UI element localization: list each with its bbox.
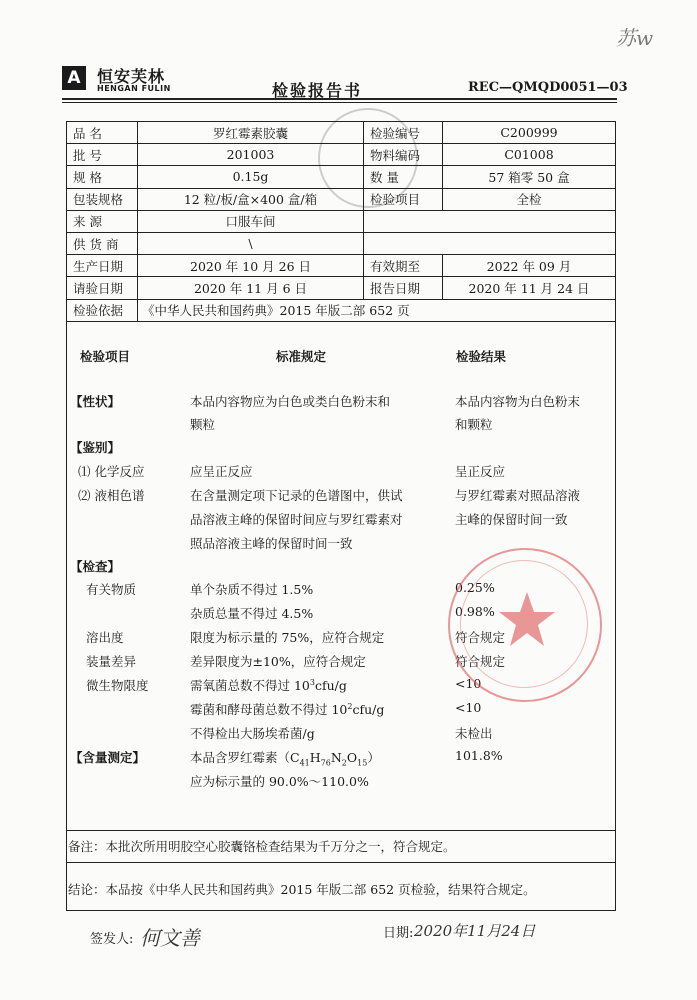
table-row — [67, 122, 616, 144]
chem-reaction-item: ⑴ 化学反应 — [78, 464, 145, 479]
related-substances-result: 0.98% — [455, 604, 495, 619]
table-row — [67, 144, 616, 166]
column-header-item: 检验项目 — [80, 349, 131, 364]
appearance-standard: 本品内容物应为白色或类白色粉末和 — [190, 394, 391, 409]
header-rule-thin — [62, 102, 617, 103]
microbial-standard-text: 霉菌和酵母菌总数不得过 10 — [190, 702, 348, 717]
request-date-value: 2020 年 11 月 6 日 — [138, 277, 364, 299]
corner-handwritten-note: 苏w — [616, 26, 654, 50]
empty-cell — [364, 210, 443, 232]
hplc-result: 主峰的保留时间一致 — [455, 512, 568, 527]
empty-cell — [443, 232, 616, 254]
info-table — [66, 121, 616, 322]
exponent: 3 — [309, 677, 315, 687]
seal-star-icon — [497, 590, 557, 650]
hplc-item: ⑵ 液相色谱 — [78, 488, 145, 503]
material-code-label: 物料编码 — [364, 144, 443, 166]
microbial-result: <10 — [455, 676, 482, 691]
assay-result: 101.8% — [455, 748, 503, 763]
assay-standard — [190, 748, 380, 768]
hplc-standard: 品溶液主峰的保留时间应与罗红霉素对 — [190, 512, 403, 527]
inspection-item-label: 检验项目 — [364, 188, 443, 210]
divider — [66, 830, 615, 831]
weight-variation-item: 装量差异 — [86, 654, 137, 669]
source-value: 口服车间 — [138, 210, 364, 232]
section-tests: 【检查】 — [70, 559, 121, 574]
report-date-value: 2020 年 11 月 24 日 — [443, 277, 616, 299]
formula-part: H — [309, 750, 321, 765]
appearance-result: 和颗粒 — [455, 417, 493, 432]
microbial-standard-text: 需氧菌总数不得过 10 — [190, 678, 310, 693]
microbial-result: 未检出 — [455, 726, 493, 741]
source-label: 来 源 — [67, 210, 138, 232]
related-substances-standard: 杂质总量不得过 4.5% — [190, 606, 314, 621]
table-row — [67, 277, 616, 299]
batch-label: 批 号 — [67, 144, 138, 166]
appearance-result: 本品内容物为白色粉末 — [455, 394, 581, 409]
appearance-standard: 颗粒 — [190, 417, 216, 432]
packaging-value: 12 粒/板/盒×400 盒/箱 — [138, 188, 364, 210]
inspection-no-value: C200999 — [443, 122, 616, 144]
hplc-standard: 照品溶液主峰的保留时间一致 — [190, 536, 353, 551]
conclusion-text: 结论：本品按《中华人民共和国药典》2015 年版二部 652 页检验，结果符合规定。 — [68, 882, 536, 897]
chem-reaction-standard: 应呈正反应 — [190, 464, 253, 479]
signer-signature: 何文善 — [140, 926, 200, 950]
weight-variation-standard: 差异限度为±10%，应符合规定 — [190, 654, 366, 669]
report-date-label: 报告日期 — [364, 277, 443, 299]
formula-part: ） — [367, 750, 380, 765]
document-code: REC—QMQD0051—03 — [468, 80, 628, 95]
hplc-result: 与罗红霉素对照品溶液 — [455, 488, 581, 503]
empty-cell — [364, 232, 443, 254]
unit: cfu/g — [352, 702, 385, 717]
basis-value: 《中华人民共和国药典》2015 年版二部 652 页 — [138, 299, 616, 321]
expiry-value: 2022 年 09 月 — [443, 255, 616, 277]
dissolution-result: 符合规定 — [455, 630, 506, 645]
dissolution-standard: 限度为标示量的 75%，应符合规定 — [190, 630, 385, 645]
dissolution-item: 溶出度 — [86, 630, 124, 645]
divider — [66, 862, 615, 863]
product-value: 罗红霉素胶囊 — [138, 122, 364, 144]
expiry-label: 有效期至 — [364, 255, 443, 277]
basis-label: 检验依据 — [67, 299, 138, 321]
column-header-standard: 标准规定 — [276, 349, 327, 364]
column-header-result: 检验结果 — [456, 349, 507, 364]
batch-value: 201003 — [138, 144, 364, 166]
prod-date-value: 2020 年 10 月 26 日 — [138, 255, 364, 277]
table-row — [67, 232, 616, 254]
prod-date-label: 生产日期 — [67, 255, 138, 277]
subscript: 15 — [357, 758, 368, 768]
signer-label: 签发人: — [90, 932, 134, 947]
microbial-standard — [190, 676, 347, 694]
table-row — [67, 210, 616, 232]
microbial-item: 微生物限度 — [86, 678, 149, 693]
assay-standard-text: 本品含罗红霉素（C — [190, 750, 300, 765]
product-label: 品 名 — [67, 122, 138, 144]
document-title: 检验报告书 — [272, 81, 363, 100]
note-text: 备注：本批次所用明胶空心胶囊铬检查结果为千万分之一，符合规定。 — [68, 839, 456, 854]
section-appearance: 【性状】 — [70, 394, 121, 409]
table-row — [67, 166, 616, 188]
inspection-item-value: 全检 — [443, 188, 616, 210]
quantity-label: 数 量 — [364, 166, 443, 188]
microbial-result: <10 — [455, 700, 482, 715]
material-code-value: C01008 — [443, 144, 616, 166]
section-identification: 【鉴别】 — [70, 440, 121, 455]
supplier-value: \ — [138, 232, 364, 254]
date-handwritten: 2020年11月24日 — [414, 922, 536, 940]
subscript: 41 — [299, 758, 310, 768]
supplier-label: 供 货 商 — [67, 232, 138, 254]
related-substances-item: 有关物质 — [86, 582, 137, 597]
header-rule — [62, 98, 617, 100]
table-row — [67, 255, 616, 277]
request-date-label: 请验日期 — [67, 277, 138, 299]
date-label: 日期: — [383, 926, 414, 941]
formula-part: O — [346, 750, 358, 765]
microbial-standard: 不得检出大肠埃希菌/g — [190, 726, 315, 741]
packaging-label: 包装规格 — [67, 188, 138, 210]
empty-cell — [443, 210, 616, 232]
chem-reaction-result: 呈正反应 — [455, 464, 506, 479]
company-name: 恒安芙林 — [97, 67, 166, 86]
table-row — [67, 188, 616, 210]
inspection-no-label: 检验编号 — [364, 122, 443, 144]
hplc-standard: 在含量测定项下记录的色谱图中，供试 — [190, 488, 403, 503]
subscript: 76 — [320, 758, 331, 768]
quantity-value: 57 箱零 50 盒 — [443, 166, 616, 188]
related-substances-result: 0.25% — [455, 580, 495, 595]
formula-part: N — [330, 750, 342, 765]
section-assay: 【含量测定】 — [70, 750, 146, 765]
spec-label: 规 格 — [67, 166, 138, 188]
subscript: 2 — [341, 758, 347, 768]
spec-value: 0.15g — [138, 166, 364, 188]
table-row — [67, 299, 616, 321]
assay-standard: 应为标示量的 90.0%～110.0% — [190, 774, 369, 789]
microbial-standard — [190, 700, 384, 718]
related-substances-standard: 单个杂质不得过 1.5% — [190, 582, 314, 597]
company-name-en: HENGAN FULIN — [97, 84, 171, 93]
weight-variation-result: 符合规定 — [455, 654, 506, 669]
exponent: 2 — [347, 701, 353, 711]
company-logo-icon: A — [62, 66, 86, 90]
unit: cfu/g — [314, 678, 347, 693]
